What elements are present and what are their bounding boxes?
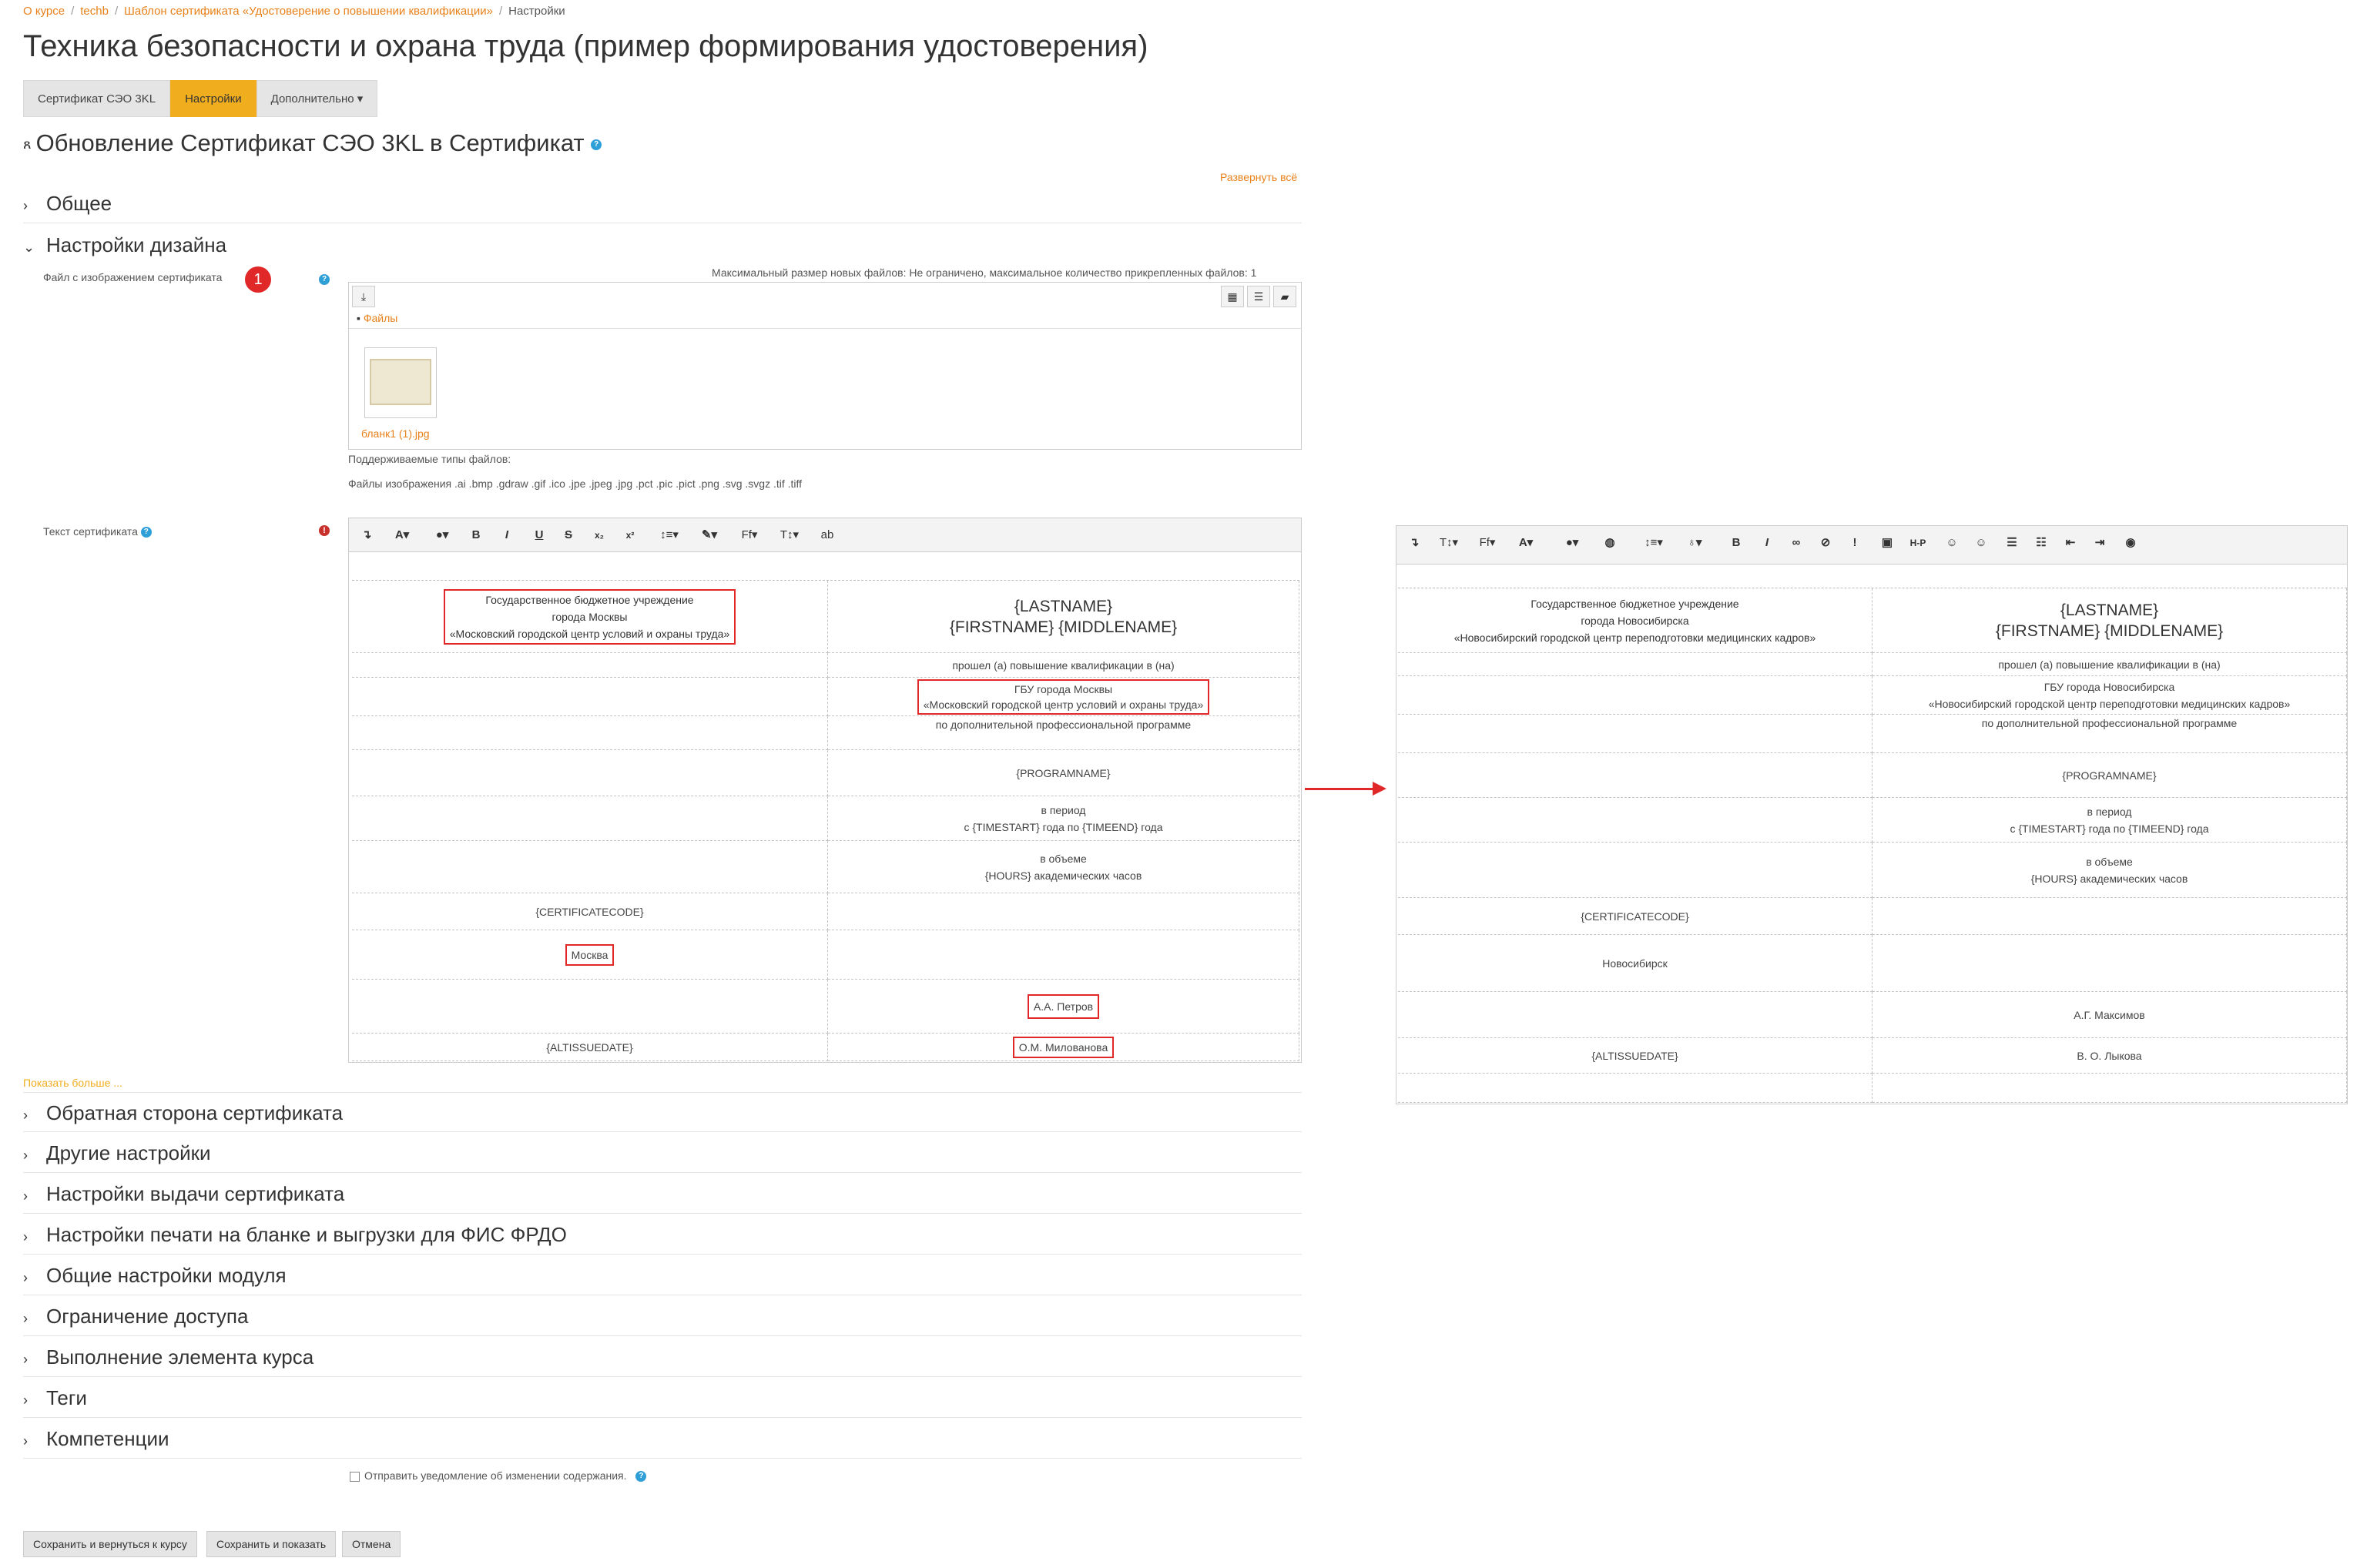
- section-title-text: Обновление Сертификат СЭО 3KL в Сертификат: [35, 129, 585, 156]
- font-family-icon[interactable]: Ff▾: [741, 528, 758, 541]
- fold-competencies[interactable]: [23, 1419, 1302, 1459]
- issued-cell: {ALTISSUEDATE}: [1398, 1038, 1873, 1074]
- signer2-cell: В. О. Лыкова: [1873, 1038, 2347, 1074]
- file-label: Файл с изображением сертификата: [43, 271, 223, 283]
- certcode-cell: {CERTIFICATECODE}: [352, 893, 828, 930]
- collapse-toolbar-icon[interactable]: ↴: [1409, 536, 1420, 549]
- breadcrumb-techb[interactable]: techb: [80, 5, 109, 18]
- user-icon: ጸ: [23, 136, 32, 152]
- passed-cell: прошел (а) повышение квалификации в (на): [828, 653, 1299, 678]
- chevron-right-icon: ›: [23, 1352, 28, 1367]
- city-cell: Новосибирск: [1398, 935, 1873, 992]
- name-cell: [1873, 588, 2347, 653]
- file-manager-toolbar: [349, 283, 1301, 329]
- volume-line: {HOURS} академических часов: [984, 869, 1142, 882]
- italic-icon[interactable]: I: [505, 528, 509, 541]
- max-size-note: Максимальный размер новых файлов: Не ограничено, максимальное количество прикрепленных файлов: 1: [712, 266, 1257, 279]
- empty-cell: [828, 893, 1299, 930]
- breadcrumb-template[interactable]: Шаблон сертификата «Удостоверение о повышении квалификации»: [124, 5, 493, 18]
- notify-row: [350, 1469, 646, 1482]
- link-icon[interactable]: ∞: [1792, 536, 1801, 549]
- programname-cell: {PROGRAMNAME}: [1873, 753, 2347, 798]
- fold-issue-settings[interactable]: [23, 1174, 1302, 1214]
- h5p-icon[interactable]: H-P: [1909, 538, 1926, 548]
- gbu-line: ГБУ города Новосибирска: [2044, 680, 2175, 693]
- arrow-line: [1305, 788, 1376, 790]
- fold-label: Другие настройки: [46, 1141, 211, 1164]
- fold-label: Компетенции: [46, 1427, 169, 1450]
- fold-label: Общие настройки модуля: [46, 1264, 287, 1287]
- highlight-box: [444, 589, 736, 645]
- period-line: с {TIMESTART} года по {TIMEEND} года: [2010, 822, 2209, 835]
- chevron-right-icon: ›: [23, 1270, 28, 1285]
- unlink-icon[interactable]: ⊘: [1820, 536, 1831, 549]
- fold-general-label: Общее: [46, 192, 112, 215]
- list-view-icon[interactable]: ☰: [1247, 286, 1270, 307]
- lastname-field: {LASTNAME}: [1014, 597, 1113, 615]
- strikethrough-icon[interactable]: S: [564, 528, 572, 541]
- superscript-icon[interactable]: x²: [625, 530, 635, 541]
- programname-cell: {PROGRAMNAME}: [828, 750, 1299, 796]
- indent-icon[interactable]: ⇥: [2094, 536, 2105, 549]
- empty-cell: [352, 841, 828, 893]
- notify-checkbox[interactable]: [350, 1472, 360, 1482]
- chevron-down-icon: ⌄: [23, 240, 35, 255]
- certificate-image: [370, 359, 431, 405]
- empty-cell: [1398, 676, 1873, 715]
- empty-cell: [1398, 753, 1873, 798]
- arrow-right-icon: [1373, 782, 1386, 796]
- gbu-line: «Московский городской центр условий и охраны труда»: [923, 698, 1204, 711]
- font-color-icon[interactable]: A▾: [394, 528, 410, 541]
- accessibility-icon[interactable]: ◉: [2125, 536, 2136, 549]
- firstname-field: {FIRSTNAME} {MIDDLENAME}: [949, 618, 1178, 636]
- org-line: Государственное бюджетное учреждение: [1531, 597, 1739, 610]
- step-badge: 1: [245, 266, 271, 293]
- signer1-cell: [828, 980, 1299, 1034]
- chevron-right-icon: ›: [23, 1229, 28, 1245]
- program-intro-cell: по дополнительной профессиональной программе: [828, 716, 1299, 750]
- empty-cell: [352, 750, 828, 796]
- empty-cell: [828, 930, 1299, 980]
- volume-cell: [1873, 843, 2347, 898]
- certcode-cell: {CERTIFICATECODE}: [1398, 898, 1873, 935]
- empty-cell: [352, 653, 828, 678]
- empty-cell: [1398, 1074, 1873, 1103]
- background-color-icon[interactable]: ●▾: [1565, 536, 1579, 549]
- empty-cell: [1398, 992, 1873, 1038]
- help-icon[interactable]: ?: [635, 1471, 646, 1482]
- tab-settings[interactable]: Настройки: [170, 80, 256, 117]
- empty-cell: [1398, 653, 1873, 676]
- program-intro-cell: по дополнительной профессиональной программе: [1873, 715, 2347, 753]
- folder-icon[interactable]: ▰: [1273, 286, 1296, 307]
- lightbulb-icon[interactable]: ♁▾: [1687, 536, 1702, 549]
- download-icon[interactable]: ⤓: [352, 286, 375, 307]
- subscript-icon[interactable]: x₂: [594, 530, 604, 541]
- bold-icon[interactable]: B: [1732, 536, 1741, 549]
- passed-cell: прошел (а) повышение квалификации в (на): [1873, 653, 2347, 676]
- empty-cell: [352, 678, 828, 716]
- emoji-icon[interactable]: ☺: [1946, 536, 1958, 549]
- certificate-editor-right[interactable]: [1396, 525, 2348, 1104]
- empty-cell: [1398, 798, 1873, 843]
- folder-small-icon: ▪: [357, 312, 364, 324]
- lastname-field: {LASTNAME}: [2060, 601, 2159, 619]
- period-line: в период: [1041, 803, 1086, 816]
- bold-icon[interactable]: B: [471, 528, 481, 541]
- required-icon: !: [319, 525, 330, 536]
- underline-icon[interactable]: U: [535, 528, 544, 541]
- empty-cell: [1873, 898, 2347, 935]
- show-more-link[interactable]: Показать больше ...: [23, 1077, 122, 1089]
- chevron-right-icon: ›: [23, 1433, 28, 1449]
- signer2-cell: [828, 1034, 1299, 1061]
- empty-cell: [352, 796, 828, 841]
- org-cell: [352, 581, 828, 653]
- save-return-button[interactable]: Сохранить и вернуться к курсу: [23, 1531, 197, 1557]
- fold-design-label: Настройки дизайна: [46, 233, 227, 256]
- fold-access-restriction[interactable]: [23, 1296, 1302, 1336]
- fold-label: Выполнение элемента курса: [46, 1345, 314, 1369]
- cancel-button[interactable]: Отмена: [342, 1531, 401, 1557]
- fold-label: Обратная сторона сертификата: [46, 1101, 344, 1124]
- editor-toolbar: [349, 518, 1301, 552]
- org-cell: [1398, 588, 1873, 653]
- font-size-icon[interactable]: T↕▾: [1439, 536, 1459, 549]
- city-field: Москва: [565, 944, 615, 966]
- line-height-icon[interactable]: ↕≡▾: [1645, 536, 1663, 549]
- fold-completion[interactable]: [23, 1337, 1302, 1377]
- page-title: Техника безопасности и охрана труда (пример формирования удостоверения): [23, 29, 1148, 63]
- org-line: города Новосибирска: [1581, 614, 1689, 627]
- fold-label: Настройки печати на бланке и выгрузки для ФИС ФРДО: [46, 1223, 567, 1246]
- fold-label: Теги: [46, 1386, 87, 1409]
- chevron-right-icon: ›: [23, 1392, 28, 1408]
- font-color-icon[interactable]: A▾: [1518, 536, 1534, 549]
- file-manager: [348, 282, 1302, 450]
- gbu-cell: [1873, 676, 2347, 715]
- empty-cell: [1873, 935, 2347, 992]
- fold-design[interactable]: [23, 225, 1302, 265]
- files-folder-label: Файлы: [363, 312, 398, 324]
- grid-view-icon[interactable]: ▦: [1221, 286, 1244, 307]
- image-icon[interactable]: ▣: [1881, 536, 1893, 549]
- files-folder-path[interactable]: [357, 312, 397, 324]
- brush-icon[interactable]: ✎▾: [701, 528, 718, 541]
- spellcheck-icon[interactable]: ab: [820, 528, 834, 541]
- fold-general[interactable]: [23, 183, 1302, 223]
- chevron-right-icon: ›: [23, 1107, 28, 1123]
- signer1-field: А.А. Петров: [1028, 994, 1099, 1019]
- file-name[interactable]: бланк1 (1).jpg: [361, 427, 430, 440]
- tab-bar: [23, 80, 377, 117]
- tab-more[interactable]: Дополнительно ▾: [256, 80, 378, 117]
- city-cell: [352, 930, 828, 980]
- empty-cell: [1873, 1074, 2347, 1103]
- file-thumbnail[interactable]: [364, 347, 437, 418]
- signer1-cell: А.Г. Максимов: [1873, 992, 2347, 1038]
- volume-cell: [828, 841, 1299, 893]
- certificate-grid: [352, 580, 1299, 1062]
- period-cell: [1873, 798, 2347, 843]
- period-line: в период: [2087, 805, 2132, 818]
- font-family-icon[interactable]: Ff▾: [1479, 536, 1496, 549]
- fold-label: Настройки выдачи сертификата: [46, 1182, 345, 1205]
- outdent-icon[interactable]: ⇤: [2065, 536, 2076, 549]
- signer2-field: О.М. Милованова: [1013, 1037, 1114, 1058]
- period-line: с {TIMESTART} года по {TIMEEND} года: [964, 820, 1163, 833]
- help-icon[interactable]: ?: [141, 527, 152, 538]
- save-show-button[interactable]: Сохранить и показать: [206, 1531, 336, 1557]
- exclamation-icon[interactable]: !: [1852, 536, 1857, 549]
- bullet-list-icon[interactable]: ☰: [2007, 536, 2017, 549]
- text-label: [43, 525, 152, 538]
- gbu-line: ГБУ города Москвы: [1014, 682, 1113, 695]
- org-line: Государственное бюджетное учреждение: [485, 593, 694, 606]
- issued-cell: {ALTISSUEDATE}: [352, 1034, 828, 1061]
- collapse-toolbar-icon[interactable]: ↴: [361, 528, 372, 541]
- chevron-right-icon: ›: [23, 1311, 28, 1326]
- volume-line: {HOURS} академических часов: [2030, 872, 2188, 885]
- numbered-list-icon[interactable]: ☷: [2036, 536, 2047, 549]
- volume-line: в объеме: [1040, 852, 1087, 865]
- empty-cell: [1398, 715, 1873, 753]
- help-icon[interactable]: ?: [591, 139, 602, 150]
- chevron-right-icon: ›: [23, 1188, 28, 1204]
- breadcrumb-current: Настройки: [508, 5, 565, 18]
- tab-certificate[interactable]: Сертификат СЭО 3KL: [23, 80, 170, 117]
- volume-line: в объеме: [2086, 855, 2133, 868]
- org-line: города Москвы: [552, 610, 628, 623]
- chevron-right-icon: ›: [23, 198, 28, 213]
- breadcrumb: О курсе / techb / Шаблон сертификата «Удостоверение о повышении квалификации» / Настройки: [23, 5, 565, 18]
- period-cell: [828, 796, 1299, 841]
- italic-icon[interactable]: I: [1765, 536, 1769, 549]
- fold-other-settings[interactable]: [23, 1133, 1302, 1173]
- empty-cell: [352, 716, 828, 750]
- expand-all-link[interactable]: Развернуть всё: [1220, 171, 1298, 183]
- certificate-grid: [1398, 588, 2347, 1104]
- font-size-icon[interactable]: T↕▾: [780, 528, 800, 541]
- gbu-cell: [828, 678, 1299, 716]
- certificate-editor-left[interactable]: [348, 518, 1302, 1063]
- empty-cell: [352, 980, 828, 1034]
- line-height-icon[interactable]: ↕≡▾: [660, 528, 679, 541]
- notify-label: Отправить уведомление об изменении содержания.: [364, 1469, 627, 1482]
- firstname-field: {FIRSTNAME} {MIDDLENAME}: [1995, 622, 2224, 640]
- supported-label: Поддерживаемые типы файлов:: [348, 453, 511, 465]
- section-title: [23, 129, 602, 157]
- editor-toolbar: [1396, 526, 2347, 565]
- org-line: «Московский городской центр условий и охраны труда»: [449, 627, 730, 640]
- fold-print-settings[interactable]: [23, 1215, 1302, 1255]
- text-label-text: Текст сертификата: [43, 525, 138, 538]
- breadcrumb-course[interactable]: О курсе: [23, 5, 65, 18]
- fold-label: Ограничение доступа: [46, 1305, 249, 1328]
- supported-types: Файлы изображения .ai .bmp .gdraw .gif .ico .jpe .jpeg .jpg .pct .pic .pict .png .svg .svgz .tif .tiff: [348, 477, 803, 490]
- fold-back-side[interactable]: [23, 1092, 1302, 1132]
- gbu-line: «Новосибирский городской центр переподготовки медицинских кадров»: [1928, 697, 2291, 710]
- org-line: «Новосибирский городской центр переподготовки медицинских кадров»: [1453, 631, 1816, 644]
- fold-module-settings[interactable]: [23, 1255, 1302, 1295]
- emoji-picker-icon[interactable]: ☺: [1975, 536, 1987, 549]
- empty-cell: [1398, 843, 1873, 898]
- highlight-box: [917, 679, 1210, 715]
- help-icon[interactable]: ?: [319, 274, 330, 285]
- chevron-right-icon: ›: [23, 1148, 28, 1163]
- fold-tags[interactable]: [23, 1378, 1302, 1418]
- table-icon[interactable]: ◍: [1604, 536, 1615, 549]
- name-cell: [828, 581, 1299, 653]
- background-color-icon[interactable]: ●▾: [435, 528, 449, 541]
